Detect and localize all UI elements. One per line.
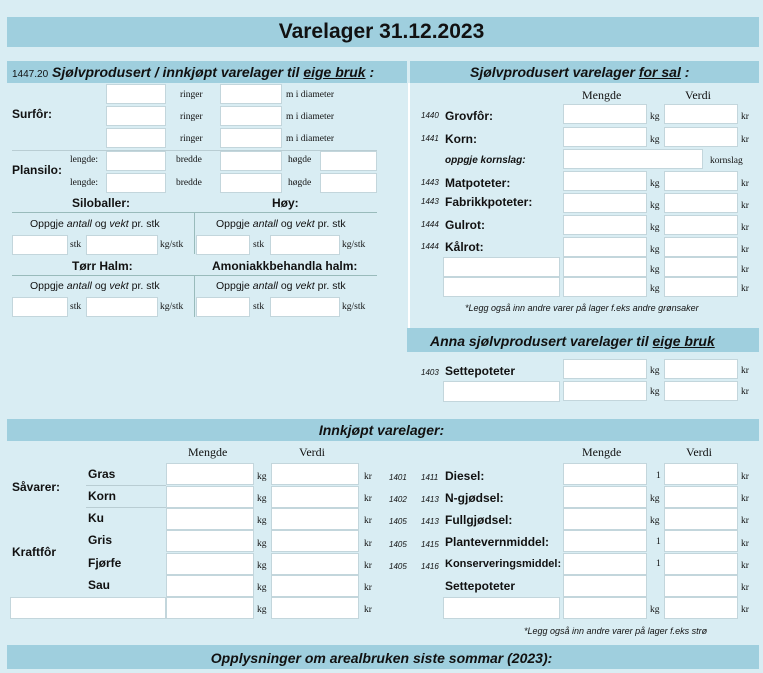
- kornslag-unit: kornslag: [710, 156, 743, 166]
- kr-unit: kr: [741, 284, 749, 294]
- col-mengde: Mengde: [582, 445, 622, 459]
- settepoteter-verdi-input[interactable]: [664, 359, 738, 379]
- settepoteter-mengde-input[interactable]: [563, 359, 647, 379]
- ringer-unit: ringer: [180, 90, 203, 100]
- kr-unit: kr: [741, 494, 749, 504]
- plantevernmiddel-verdi-input[interactable]: [664, 530, 738, 552]
- extra-item-1-mengde-input[interactable]: [563, 257, 647, 277]
- matpoteter-mengde-input[interactable]: [563, 171, 647, 191]
- matpoteter-verdi-input[interactable]: [664, 171, 738, 191]
- konserveringsmiddel-mengde-input[interactable]: [563, 553, 647, 575]
- surfor-diameter-3-input[interactable]: [220, 128, 282, 148]
- lengde-label: lengde:: [70, 178, 98, 188]
- amoniakk-stk-input[interactable]: [196, 297, 250, 317]
- unit-label: 1: [656, 471, 661, 481]
- plansilo-bredde-1-input[interactable]: [220, 151, 282, 171]
- ringer-unit: ringer: [180, 134, 203, 144]
- surfor-ringer-3-input[interactable]: [106, 128, 166, 148]
- kg-unit: kg: [257, 539, 267, 549]
- diesel-mengde-input[interactable]: [563, 463, 647, 485]
- item-label: Grovfôr:: [445, 109, 493, 123]
- settepoteter-label: Settepoteter: [445, 364, 516, 378]
- kr-unit: kr: [741, 366, 749, 376]
- kr-unit: kr: [741, 112, 749, 122]
- gris-verdi-input[interactable]: [271, 530, 359, 552]
- sau-verdi-input[interactable]: [271, 575, 359, 597]
- stk-unit: stk: [253, 302, 265, 312]
- kg-unit: kg: [257, 472, 267, 482]
- left-item-label: Ku: [88, 511, 104, 525]
- kr-unit: kr: [741, 265, 749, 275]
- purchased-right-extra-mengde-input[interactable]: [563, 597, 647, 619]
- item-code: 1440: [421, 111, 439, 120]
- left-item-label: Fjørfe: [88, 556, 122, 570]
- item-code: 1441: [421, 134, 439, 143]
- surfor-diameter-2-input[interactable]: [220, 106, 282, 126]
- kr-unit: kr: [741, 223, 749, 233]
- hogde-label: høgde: [288, 178, 312, 188]
- oppgje-instruction: Oppgje antall og vekt pr. stk: [216, 280, 346, 292]
- kr-unit: kr: [741, 605, 749, 615]
- footer-heading: Opplysninger om arealbruken siste sommar (2023):: [210, 650, 553, 666]
- settepoteter-verdi-input[interactable]: [664, 575, 738, 597]
- fullgjodsel-verdi-input[interactable]: [664, 508, 738, 530]
- column-divider: [408, 83, 410, 328]
- grovfor-mengde-input[interactable]: [563, 104, 647, 124]
- diameter-unit: m i diameter: [286, 112, 335, 122]
- own-use-heading: 1447.20 Sjølvprodusert / innkjøpt varelager til eige bruk :: [12, 64, 375, 80]
- divider: [86, 507, 166, 508]
- item-code: 1443: [421, 197, 439, 206]
- stk-unit: stk: [253, 240, 265, 250]
- purchased-heading: Innkjøpt varelager:: [318, 422, 445, 438]
- plansilo-label: Plansilo:: [12, 163, 63, 177]
- kg-unit: kg: [257, 561, 267, 571]
- sau-mengde-input[interactable]: [166, 575, 254, 597]
- kr-unit: kr: [741, 201, 749, 211]
- kg-unit: kg: [650, 112, 660, 122]
- other-own-heading: Anna sjølvprodusert varelager til eige bruk: [430, 333, 715, 349]
- unit-label: 1: [656, 559, 661, 569]
- for-sale-note: *Legg også inn andre varer på lager f.eks andre grønsaker: [465, 303, 699, 313]
- kg-unit: kg: [650, 265, 660, 275]
- extra-item-1-name-input[interactable]: [443, 257, 560, 277]
- right-item-label: N-gjødsel:: [445, 491, 504, 505]
- kr-unit: kr: [364, 605, 372, 615]
- col-mengde: Mengde: [188, 445, 228, 459]
- diameter-unit: m i diameter: [286, 134, 335, 144]
- siloballer-kgstk-input[interactable]: [86, 235, 158, 255]
- left-item-label: Gris: [88, 533, 113, 547]
- extra-item-2-verdi-input[interactable]: [664, 277, 738, 297]
- kr-unit: kr: [741, 179, 749, 189]
- plansilo-hogde-2-input[interactable]: [320, 173, 377, 193]
- kalrot-verdi-input[interactable]: [664, 237, 738, 257]
- stk-unit: stk: [70, 240, 82, 250]
- plansilo-lengde-1-input[interactable]: [106, 151, 166, 171]
- kg-unit: kg: [257, 494, 267, 504]
- kr-unit: kr: [364, 583, 372, 593]
- other-own-extra-mengde-input[interactable]: [563, 381, 647, 401]
- page-title: Varelager 31.12.2023: [278, 20, 485, 43]
- savarer-label: Såvarer:: [12, 480, 61, 494]
- left-item-label: Gras: [88, 467, 116, 481]
- item-code: 1444: [421, 220, 439, 229]
- left-item-label: Korn: [88, 489, 116, 503]
- plansilo-bredde-2-input[interactable]: [220, 173, 282, 193]
- kgstk-unit: kg/stk: [160, 302, 184, 312]
- plansilo-lengde-2-input[interactable]: [106, 173, 166, 193]
- other-own-extra-verdi-input[interactable]: [664, 381, 738, 401]
- kalrot-mengde-input[interactable]: [563, 237, 647, 257]
- amoniakk-label: Amoniakkbehandla halm:: [212, 259, 358, 273]
- torr-halm-kgstk-input[interactable]: [86, 297, 158, 317]
- kr-unit: kr: [741, 387, 749, 397]
- surfor-diameter-1-input[interactable]: [220, 84, 282, 104]
- kg-unit: kg: [650, 366, 660, 376]
- divider: [194, 275, 195, 317]
- purchased-note: *Legg også inn andre varer på lager f.eks strø: [524, 626, 708, 636]
- plantevernmiddel-mengde-input[interactable]: [563, 530, 647, 552]
- kgstk-unit: kg/stk: [342, 240, 366, 250]
- divider: [86, 485, 166, 486]
- korn-mengde-input[interactable]: [563, 127, 647, 147]
- item-code: 1405: [389, 517, 407, 526]
- purchased-extra-verdi-input[interactable]: [271, 597, 359, 619]
- kg-unit: kg: [650, 223, 660, 233]
- kr-unit: kr: [364, 494, 372, 504]
- lengde-label: lengde:: [70, 155, 98, 165]
- fullgjodsel-mengde-input[interactable]: [563, 508, 647, 530]
- kr-unit: kr: [364, 472, 372, 482]
- kornslag-input[interactable]: [563, 149, 703, 169]
- gulrot-verdi-input[interactable]: [664, 215, 738, 235]
- kraftfor-label: Kraftfôr: [12, 545, 56, 559]
- oppgje-instruction: Oppgje antall og vekt pr. stk: [30, 280, 160, 292]
- fjorfe-verdi-input[interactable]: [271, 553, 359, 575]
- n-gjodsel-verdi-input[interactable]: [664, 486, 738, 508]
- kr-unit: kr: [364, 561, 372, 571]
- right-item-label: Konserveringsmiddel:: [445, 558, 562, 570]
- siloballer-label: Siloballer:: [72, 196, 131, 210]
- item-code: 1402: [389, 495, 407, 504]
- kg-unit: kg: [257, 605, 267, 615]
- surfor-ringer-1-input[interactable]: [106, 84, 166, 104]
- hoy-label: Høy:: [272, 196, 299, 210]
- item-code: 1401: [389, 473, 407, 482]
- grovfor-verdi-input[interactable]: [664, 104, 738, 124]
- left-item-label: Sau: [88, 578, 111, 592]
- kg-unit: kg: [257, 516, 267, 526]
- hoy-stk-input[interactable]: [196, 235, 250, 255]
- right-item-label: Plantevernmiddel:: [445, 535, 550, 549]
- kg-unit: kg: [650, 179, 660, 189]
- kg-unit: kg: [257, 583, 267, 593]
- item-label: Gulrot:: [445, 218, 485, 232]
- diameter-unit: m i diameter: [286, 90, 335, 100]
- torr-halm-label: Tørr Halm:: [72, 259, 133, 273]
- settepoteter-mengde-input[interactable]: [563, 575, 647, 597]
- right-item-label: Diesel:: [445, 469, 485, 483]
- hogde-label: høgde: [288, 155, 312, 165]
- item-label: Korn:: [445, 132, 477, 146]
- kgstk-unit: kg/stk: [160, 240, 184, 250]
- stk-unit: stk: [70, 302, 82, 312]
- divider: [12, 275, 377, 276]
- item-code: 1415: [421, 540, 439, 549]
- ku-mengde-input[interactable]: [166, 508, 254, 530]
- kr-unit: kr: [741, 135, 749, 145]
- hoy-kgstk-input[interactable]: [270, 235, 340, 255]
- siloballer-stk-input[interactable]: [12, 235, 68, 255]
- fjorfe-mengde-input[interactable]: [166, 553, 254, 575]
- item-code: 1405: [389, 562, 407, 571]
- for-sale-heading: Sjølvprodusert varelager for sal :: [470, 64, 690, 80]
- unit-label: 1: [656, 537, 661, 547]
- item-code: 1416: [421, 562, 439, 571]
- korn-verdi-input[interactable]: [271, 486, 359, 508]
- fabrikkpoteter-verdi-input[interactable]: [664, 193, 738, 213]
- extra-item-2-name-input[interactable]: [443, 277, 560, 297]
- korn-verdi-input[interactable]: [664, 127, 738, 147]
- kr-unit: kr: [364, 539, 372, 549]
- korn-mengde-input[interactable]: [166, 486, 254, 508]
- plansilo-hogde-1-input[interactable]: [320, 151, 377, 171]
- col-verdi: Verdi: [685, 88, 711, 102]
- kg-unit: kg: [650, 201, 660, 211]
- item-label: Kålrot:: [445, 240, 484, 254]
- oppgje-instruction: Oppgje antall og vekt pr. stk: [216, 218, 346, 230]
- kg-unit: kg: [650, 135, 660, 145]
- kg-unit: kg: [650, 605, 660, 615]
- purchased-extra-name-input[interactable]: [10, 597, 166, 619]
- item-code: 1403: [421, 368, 439, 377]
- purchased-right-extra-name-input[interactable]: [443, 597, 560, 619]
- purchased-right-extra-verdi-input[interactable]: [664, 597, 738, 619]
- kornslag-hint: oppgje kornslag:: [445, 155, 526, 166]
- kr-unit: kr: [741, 561, 749, 571]
- unit-label: kg: [650, 494, 660, 504]
- col-mengde: Mengde: [582, 88, 622, 102]
- bredde-label: bredde: [176, 178, 202, 188]
- fabrikkpoteter-mengde-input[interactable]: [563, 193, 647, 213]
- bredde-label: bredde: [176, 155, 202, 165]
- kr-unit: kr: [741, 245, 749, 255]
- kr-unit: kr: [364, 516, 372, 526]
- item-code: 1413: [421, 517, 439, 526]
- right-item-label: Settepoteter: [445, 579, 516, 593]
- kg-unit: kg: [650, 387, 660, 397]
- kgstk-unit: kg/stk: [342, 302, 366, 312]
- oppgje-instruction: Oppgje antall og vekt pr. stk: [30, 218, 160, 230]
- divider: [12, 212, 377, 213]
- gras-verdi-input[interactable]: [271, 463, 359, 485]
- diesel-verdi-input[interactable]: [664, 463, 738, 485]
- item-code: 1413: [421, 495, 439, 504]
- other-own-extra-name-input[interactable]: [443, 381, 560, 402]
- gras-mengde-input[interactable]: [166, 463, 254, 485]
- kg-unit: kg: [650, 284, 660, 294]
- n-gjodsel-mengde-input[interactable]: [563, 486, 647, 508]
- purchased-extra-mengde-input[interactable]: [166, 597, 254, 619]
- ku-verdi-input[interactable]: [271, 508, 359, 530]
- kg-unit: kg: [650, 245, 660, 255]
- gris-mengde-input[interactable]: [166, 530, 254, 552]
- torr-halm-stk-input[interactable]: [12, 297, 68, 317]
- right-item-label: Fullgjødsel:: [445, 513, 513, 527]
- kr-unit: kr: [741, 583, 749, 593]
- kr-unit: kr: [741, 516, 749, 526]
- item-label: Fabrikkpoteter:: [445, 195, 533, 209]
- gulrot-mengde-input[interactable]: [563, 215, 647, 235]
- ringer-unit: ringer: [180, 112, 203, 122]
- kr-unit: kr: [741, 472, 749, 482]
- item-code: 1443: [421, 178, 439, 187]
- item-label: Matpoteter:: [445, 176, 511, 190]
- extra-item-1-verdi-input[interactable]: [664, 257, 738, 277]
- divider: [194, 212, 195, 254]
- unit-label: kg: [650, 516, 660, 526]
- extra-item-2-mengde-input[interactable]: [563, 277, 647, 297]
- konserveringsmiddel-verdi-input[interactable]: [664, 553, 738, 575]
- item-code: 1411: [421, 473, 439, 482]
- amoniakk-kgstk-input[interactable]: [270, 297, 340, 317]
- surfor-ringer-2-input[interactable]: [106, 106, 166, 126]
- kr-unit: kr: [741, 539, 749, 549]
- col-verdi: Verdi: [299, 445, 325, 459]
- item-code: 1444: [421, 242, 439, 251]
- surfor-label: Surfôr:: [12, 107, 52, 121]
- item-code: 1405: [389, 540, 407, 549]
- col-verdi: Verdi: [686, 445, 712, 459]
